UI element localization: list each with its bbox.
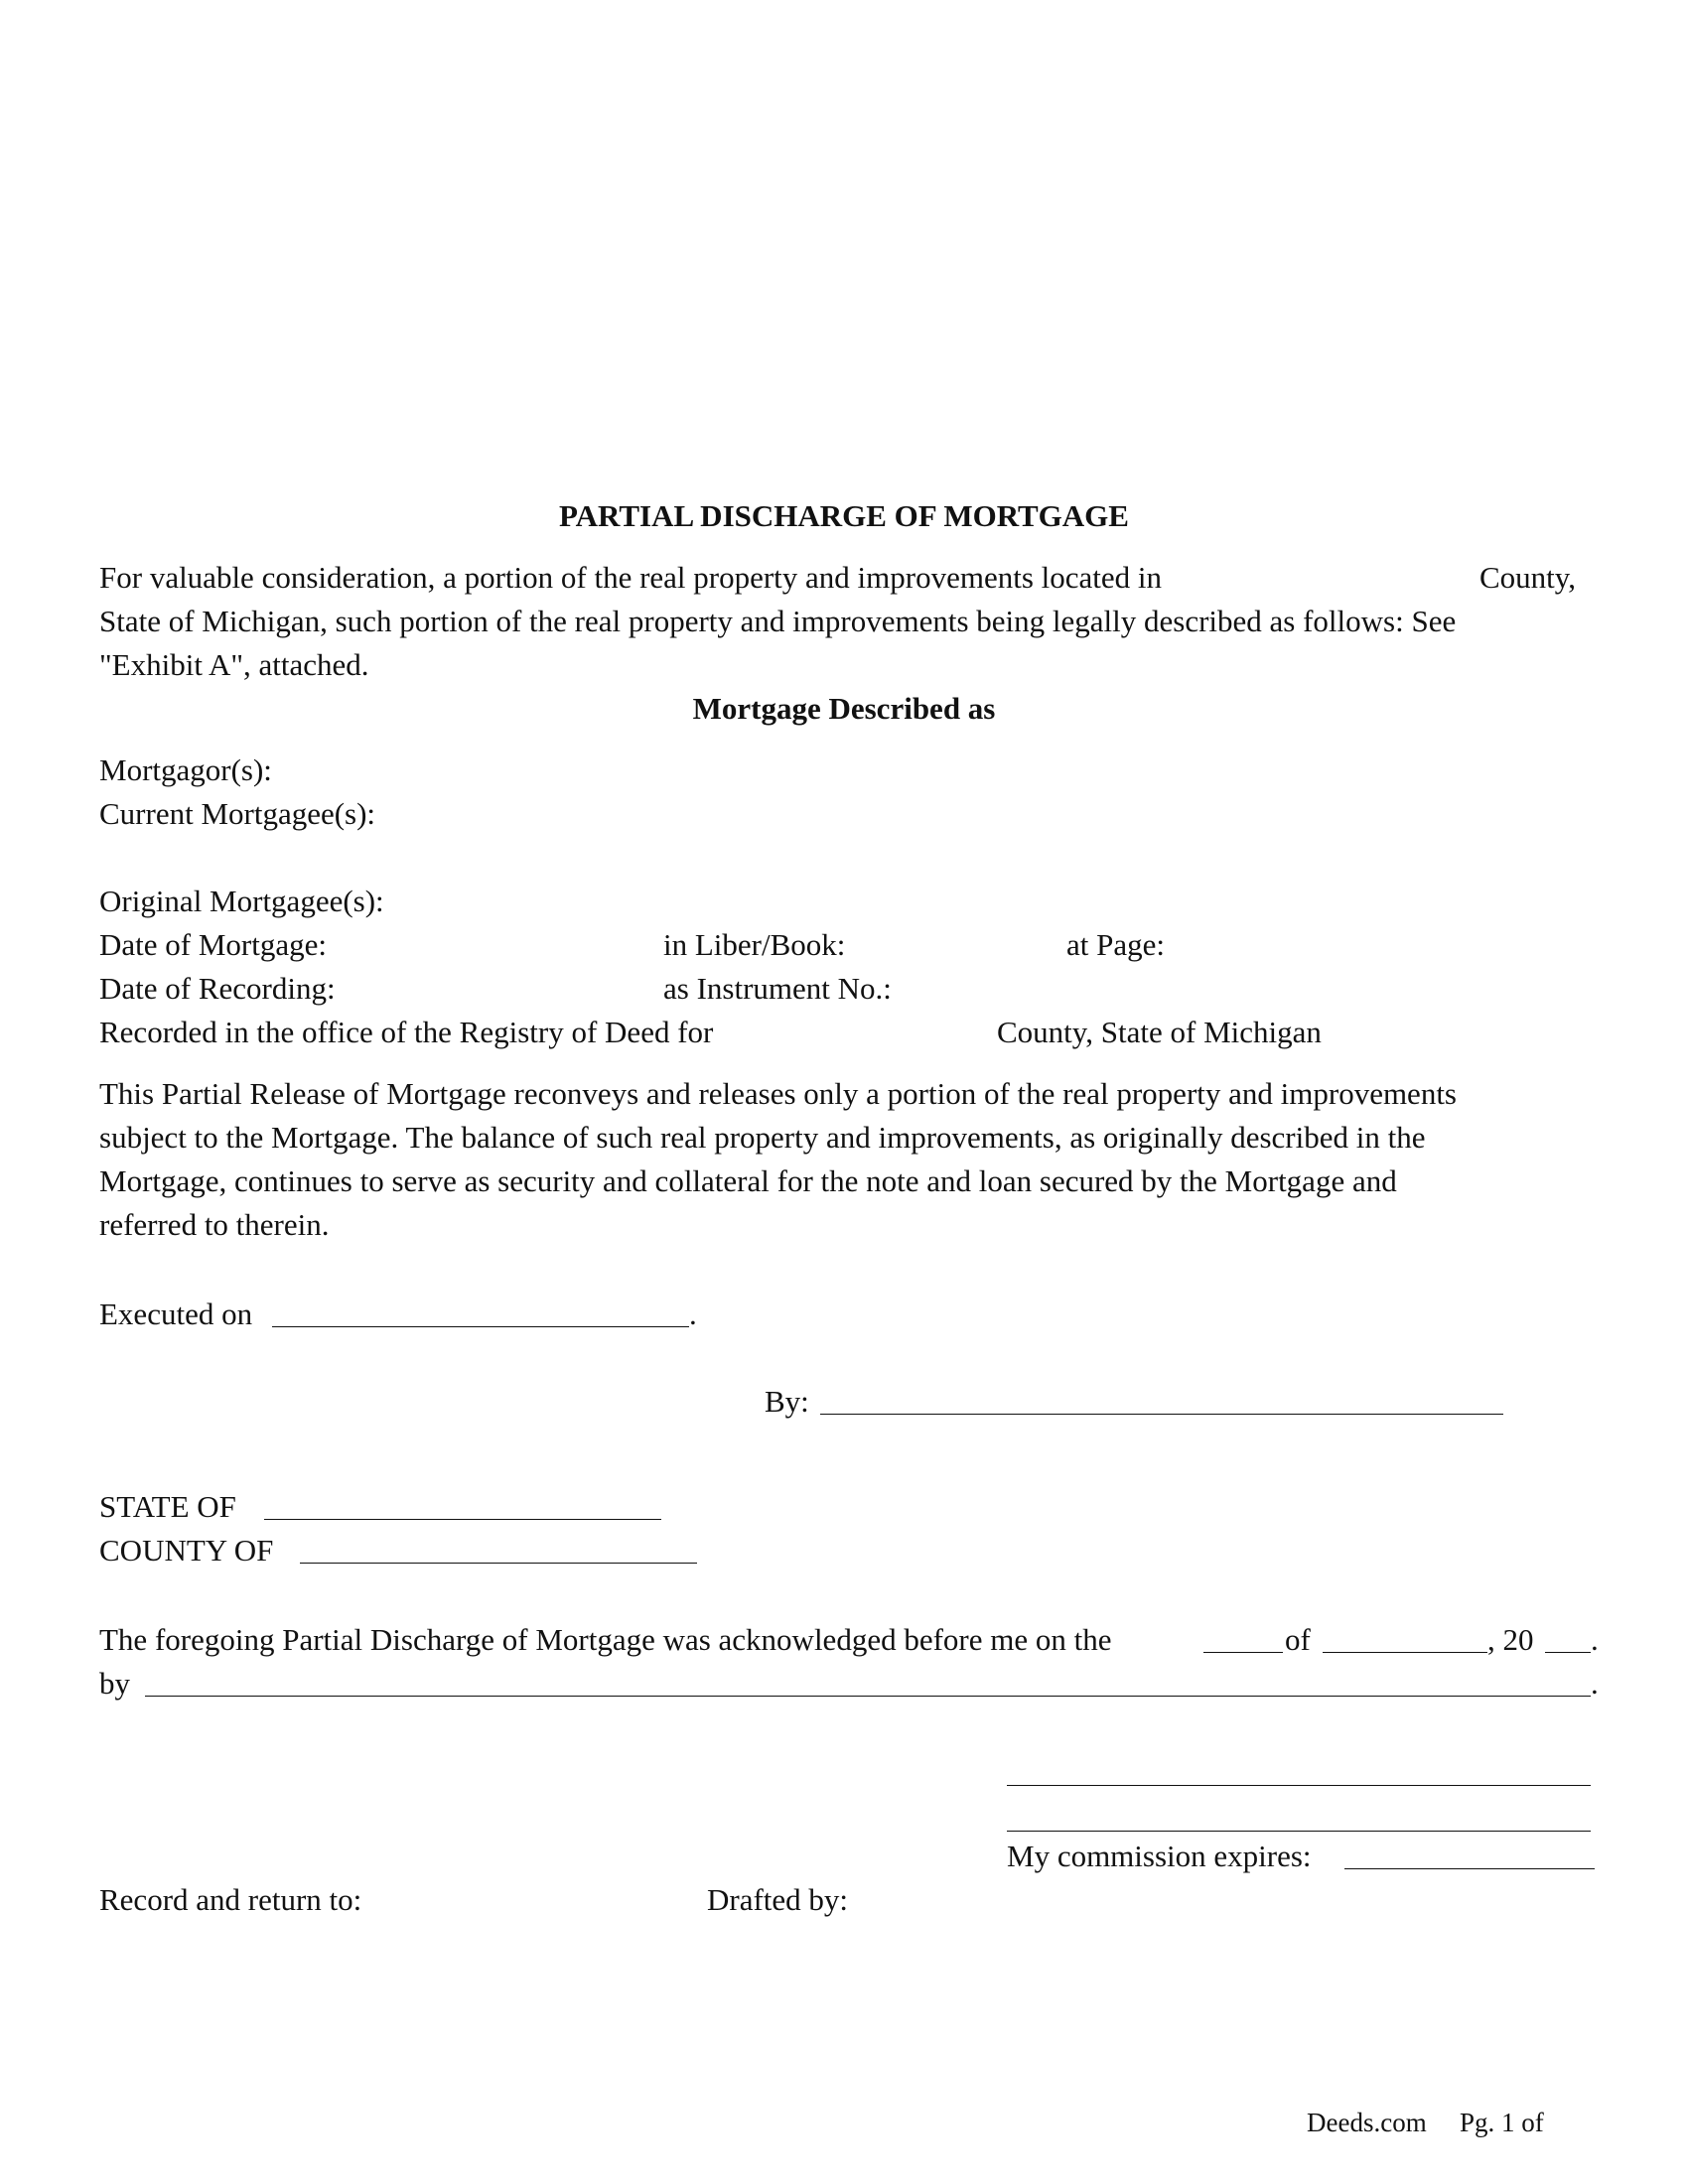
acknowledgment-day-line[interactable] — [1203, 1652, 1283, 1653]
intro-line-2: State of Michigan, such portion of the real property and improvements being legally described as follows: See — [99, 604, 1457, 638]
liber-book-label: in Liber/Book: — [663, 927, 846, 962]
intro-county-label: County, — [1479, 560, 1577, 595]
acknowledgment-month-line[interactable] — [1323, 1652, 1487, 1653]
instrument-no-label: as Instrument No.: — [663, 971, 892, 1006]
document-title: PARTIAL DISCHARGE OF MORTGAGE — [559, 498, 1129, 533]
acknowledgment-by-period: . — [1591, 1666, 1599, 1701]
state-of-line[interactable] — [264, 1519, 661, 1520]
release-line-2: subject to the Mortgage. The balance of such real property and improvements, as originally described in the — [99, 1120, 1426, 1155]
intro-line-1: For valuable consideration, a portion of the real property and improvements located in — [99, 560, 1163, 595]
mortgagor-label: Mortgagor(s): — [99, 752, 272, 787]
by-signature-line[interactable] — [820, 1414, 1503, 1415]
drafted-by-label: Drafted by: — [707, 1882, 849, 1917]
footer-page-number: Pg. 1 of — [1460, 2108, 1544, 2137]
acknowledgment-by-label: by — [99, 1666, 130, 1701]
mortgage-described-heading: Mortgage Described as — [692, 691, 996, 726]
acknowledgment-period: . — [1591, 1622, 1599, 1657]
acknowledgment-year-prefix: , 20 — [1487, 1622, 1534, 1657]
acknowledgment-by-line[interactable] — [145, 1696, 1591, 1697]
date-of-recording-label: Date of Recording: — [99, 971, 336, 1006]
commission-expires-line[interactable] — [1344, 1868, 1595, 1869]
by-label: By: — [765, 1384, 809, 1419]
notary-name-line[interactable] — [1007, 1831, 1591, 1832]
record-and-return-label: Record and return to: — [99, 1882, 362, 1917]
acknowledgment-of-label: of — [1285, 1622, 1311, 1657]
release-line-4: referred to therein. — [99, 1207, 330, 1242]
county-of-line[interactable] — [300, 1563, 697, 1564]
release-line-3: Mortgage, continues to serve as security and collateral for the note and loan secured by the Mortgage and — [99, 1163, 1397, 1198]
current-mortgagee-label: Current Mortgagee(s): — [99, 796, 376, 831]
commission-expires-label: My commission expires: — [1007, 1839, 1312, 1873]
notary-signature-line[interactable] — [1007, 1785, 1591, 1786]
original-mortgagee-label: Original Mortgagee(s): — [99, 884, 384, 918]
county-of-label: COUNTY OF — [99, 1533, 274, 1568]
acknowledgment-year-line[interactable] — [1545, 1652, 1591, 1653]
acknowledgment-text: The foregoing Partial Discharge of Mortgage was acknowledged before me on the — [99, 1622, 1112, 1657]
county-state-label: County, State of Michigan — [997, 1015, 1322, 1049]
recorded-in-label: Recorded in the office of the Registry of Deed for — [99, 1015, 714, 1049]
at-page-label: at Page: — [1066, 927, 1165, 962]
executed-on-period: . — [689, 1297, 697, 1331]
executed-on-label: Executed on — [99, 1297, 253, 1331]
intro-line-3: "Exhibit A", attached. — [99, 647, 369, 682]
date-of-mortgage-label: Date of Mortgage: — [99, 927, 327, 962]
release-line-1: This Partial Release of Mortgage reconveys and releases only a portion of the real property and improvements — [99, 1076, 1457, 1111]
footer-brand: Deeds.com — [1307, 2108, 1427, 2137]
state-of-label: STATE OF — [99, 1489, 236, 1524]
executed-on-date-line[interactable] — [272, 1326, 689, 1327]
